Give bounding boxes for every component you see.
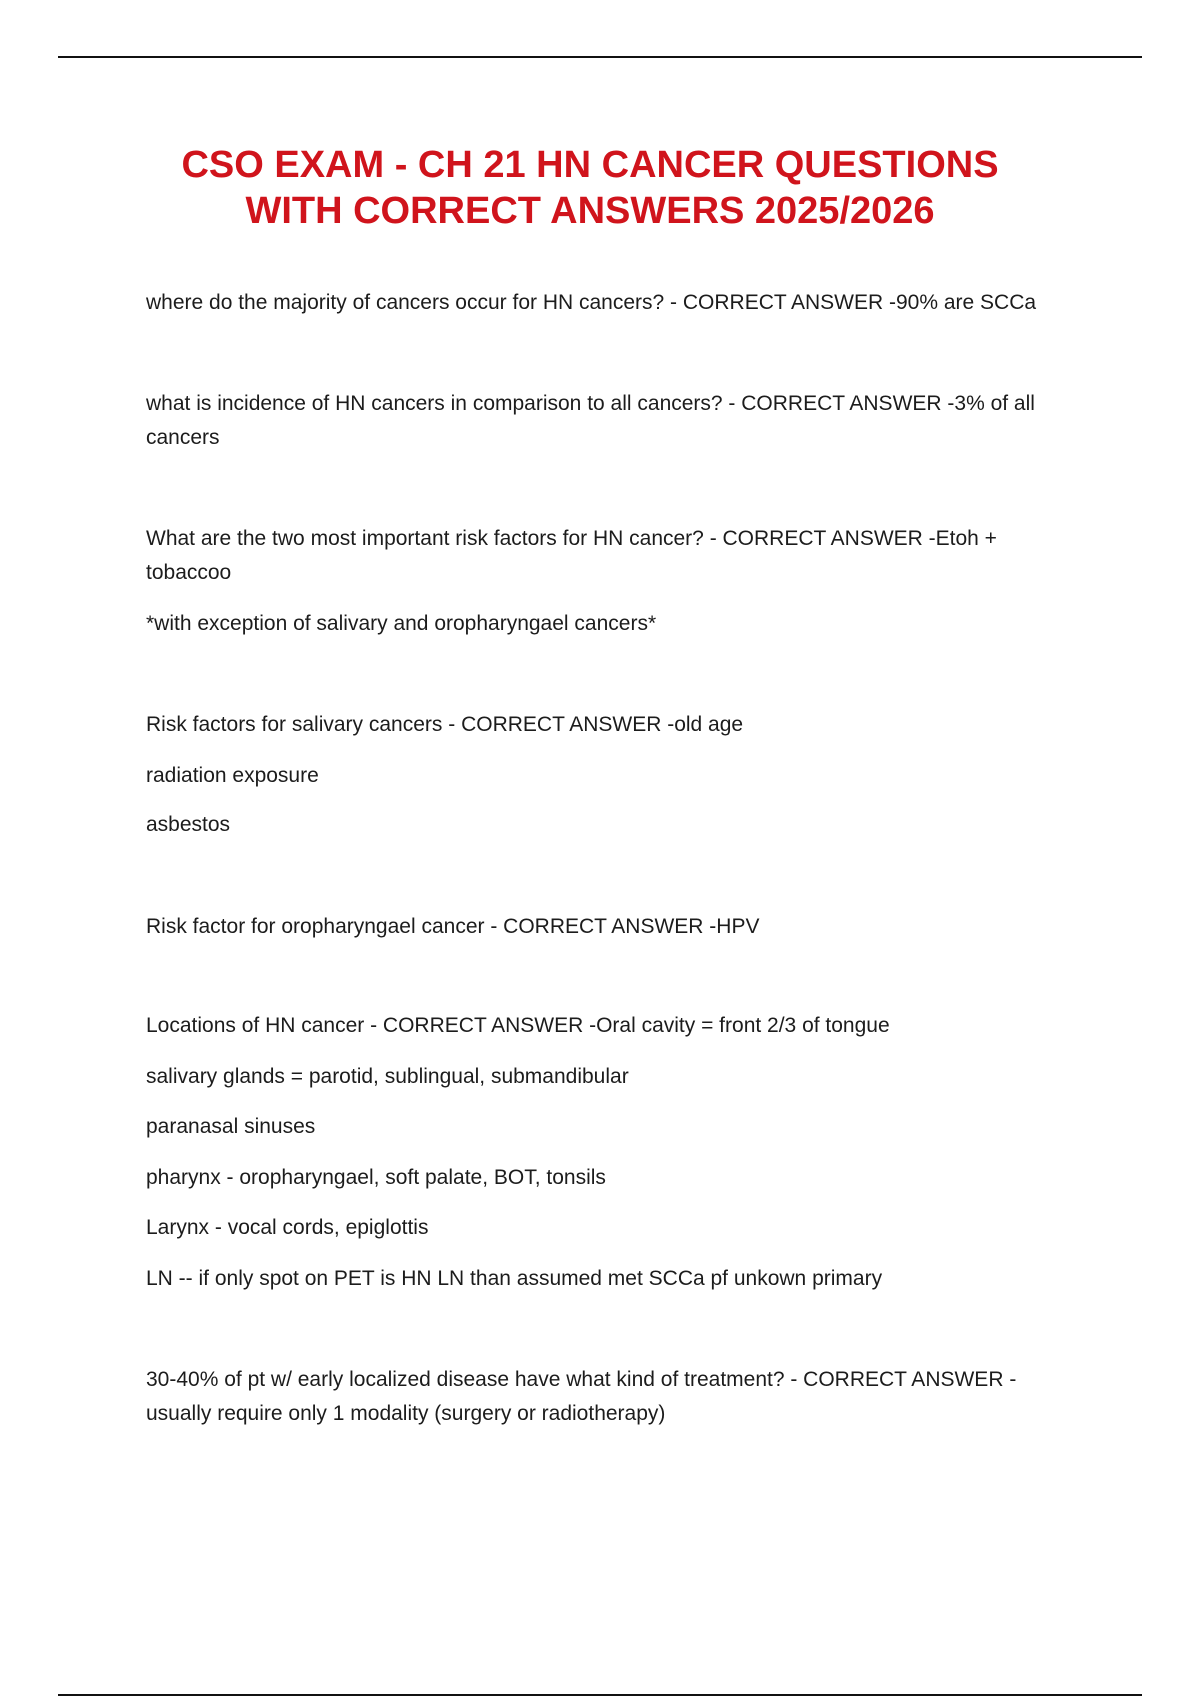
qa-3-line-1: What are the two most important risk factors for HN cancer? - CORRECT ANSWER -Etoh +: [146, 527, 997, 550]
page-title: [100, 142, 1080, 234]
qa-1-line-1: where do the majority of cancers occur for HN cancers? - CORRECT ANSWER -90% are SCCa: [146, 291, 1037, 314]
qa-6-line-3: paranasal sinuses: [146, 1115, 316, 1138]
qa-6-line-6: LN -- if only spot on PET is HN LN than assumed met SCCa pf unkown primary: [146, 1267, 883, 1290]
qa-4-line-3: asbestos: [146, 813, 231, 836]
qa-2-line-2: cancers: [146, 426, 220, 449]
qa-7-line-2: usually require only 1 modality (surgery or radiotherapy): [146, 1402, 666, 1425]
qa-6-line-4: pharynx - oropharyngael, soft palate, BOT, tonsils: [146, 1166, 606, 1189]
qa-5-line-1: Risk factor for oropharyngael cancer - CORRECT ANSWER -HPV: [146, 915, 760, 938]
bottom-rule: [58, 1694, 1142, 1696]
qa-2-line-1: what is incidence of HN cancers in comparison to all cancers? - CORRECT ANSWER -3% of all: [146, 392, 1035, 415]
qa-6-line-2: salivary glands = parotid, sublingual, submandibular: [146, 1065, 629, 1088]
title-line-1: CSO EXAM - CH 21 HN CANCER QUESTIONS: [181, 144, 999, 186]
title-line-2: WITH CORRECT ANSWERS 2025/2026: [245, 190, 935, 232]
qa-6-line-5: Larynx - vocal cords, epiglottis: [146, 1216, 429, 1239]
qa-3-line-3: *with exception of salivary and oropharyngael cancers*: [146, 612, 657, 635]
qa-4-line-1: Risk factors for salivary cancers - CORRECT ANSWER -old age: [146, 713, 744, 736]
qa-3-line-2: tobaccoo: [146, 561, 232, 584]
qa-7-line-1: 30-40% of pt w/ early localized disease have what kind of treatment? - CORRECT ANSWER -: [146, 1368, 1017, 1391]
qa-6-line-1: Locations of HN cancer - CORRECT ANSWER -Oral cavity = front 2/3 of tongue: [146, 1014, 890, 1037]
top-rule: [58, 56, 1142, 58]
qa-4-line-2: radiation exposure: [146, 764, 319, 787]
